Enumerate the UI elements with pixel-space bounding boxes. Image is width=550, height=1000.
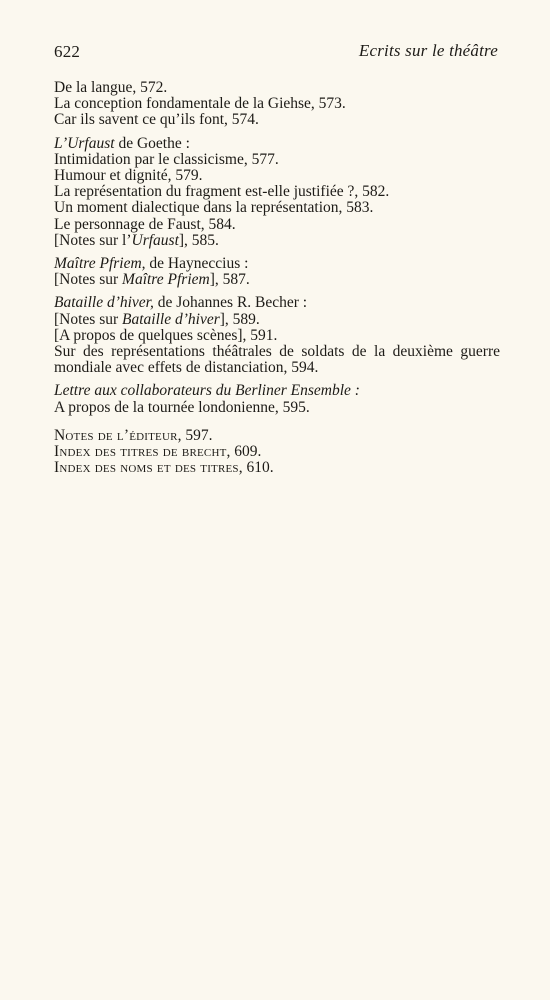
toc-entry: Car ils savent ce qu’ils font, 574.: [54, 111, 259, 129]
toc-group-langue: [54, 80, 500, 129]
toc-note-entry: [54, 272, 500, 288]
toc-note-entry: [54, 233, 500, 249]
note-suffix: ], 585.: [178, 231, 219, 249]
toc-section-heading: [54, 136, 500, 152]
toc-section-heading: [54, 295, 500, 311]
table-of-contents: [54, 80, 500, 483]
note-prefix: [Notes sur l’: [54, 231, 132, 249]
heading-text: de Goethe :: [114, 134, 190, 152]
page-number: 622: [54, 42, 81, 61]
toc-group-urfaust: [54, 136, 500, 249]
toc-entry: Un moment dialectique dans la représentation, 583.: [54, 199, 374, 217]
toc-entry: La conception fondamentale de la Giehse, 573.: [54, 95, 346, 113]
note-italic-title: Bataille d’hiver: [122, 310, 220, 328]
toc-entry: De la langue, 572.: [54, 79, 168, 96]
toc-group-back-matter: [54, 428, 500, 477]
note-prefix: [Notes sur: [54, 310, 123, 328]
toc-section-heading: [54, 256, 500, 272]
note-prefix: [Notes sur: [54, 271, 123, 289]
running-title: Ecrits sur le théâtre: [358, 41, 498, 60]
toc-back-matter-entry: [54, 460, 500, 476]
toc-group-maitre-pfriem: [54, 256, 500, 288]
back-matter-page: , 597.: [177, 426, 213, 444]
heading-text: de Hayneccius :: [145, 255, 249, 273]
toc-note-entry: [54, 312, 500, 328]
page-header: [54, 38, 498, 62]
heading-text: de Johannes R. Becher :: [153, 294, 308, 312]
toc-entry: A propos de la tournée londonienne, 595.: [54, 398, 310, 416]
back-matter-title: Notes de l’éditeur: [54, 426, 178, 444]
note-italic-title: Maître Pfriem: [122, 271, 210, 289]
heading-italic-text: Maître Pfriem,: [54, 255, 146, 273]
back-matter-title: Index des noms et des titres: [54, 459, 239, 477]
heading-italic-text: Bataille d’hiver,: [54, 294, 154, 312]
toc-section-heading: Lettre aux collaborateurs du Berliner Ensemble :: [54, 382, 360, 400]
note-suffix: ], 589.: [219, 310, 260, 328]
back-matter-title: Index des titres de brecht: [54, 443, 227, 461]
toc-group-berliner-ensemble: [54, 383, 500, 415]
back-matter-page: , 609.: [226, 443, 262, 461]
toc-entry: Humour et dignité, 579.: [54, 167, 203, 185]
toc-back-matter-entry: [54, 444, 500, 460]
toc-back-matter-entry: [54, 428, 500, 444]
toc-entry: Le personnage de Faust, 584.: [54, 215, 236, 233]
heading-italic-text: L’Urfaust: [54, 134, 115, 152]
toc-entry: Intimidation par le classicisme, 577.: [54, 150, 279, 168]
toc-group-bataille-hiver: [54, 295, 500, 376]
toc-entry: La représentation du fragment est-elle justifiée ?, 582.: [54, 183, 390, 201]
toc-entry: Sur des représentations théâtrales de soldats de la deuxième guerre mondiale avec effets de distanciation, 594.: [54, 343, 500, 377]
back-matter-page: , 610.: [238, 459, 274, 477]
note-suffix: ], 587.: [209, 271, 250, 289]
toc-entry: [A propos de quelques scènes], 591.: [54, 326, 278, 344]
note-italic-title: Urfaust: [131, 231, 179, 249]
